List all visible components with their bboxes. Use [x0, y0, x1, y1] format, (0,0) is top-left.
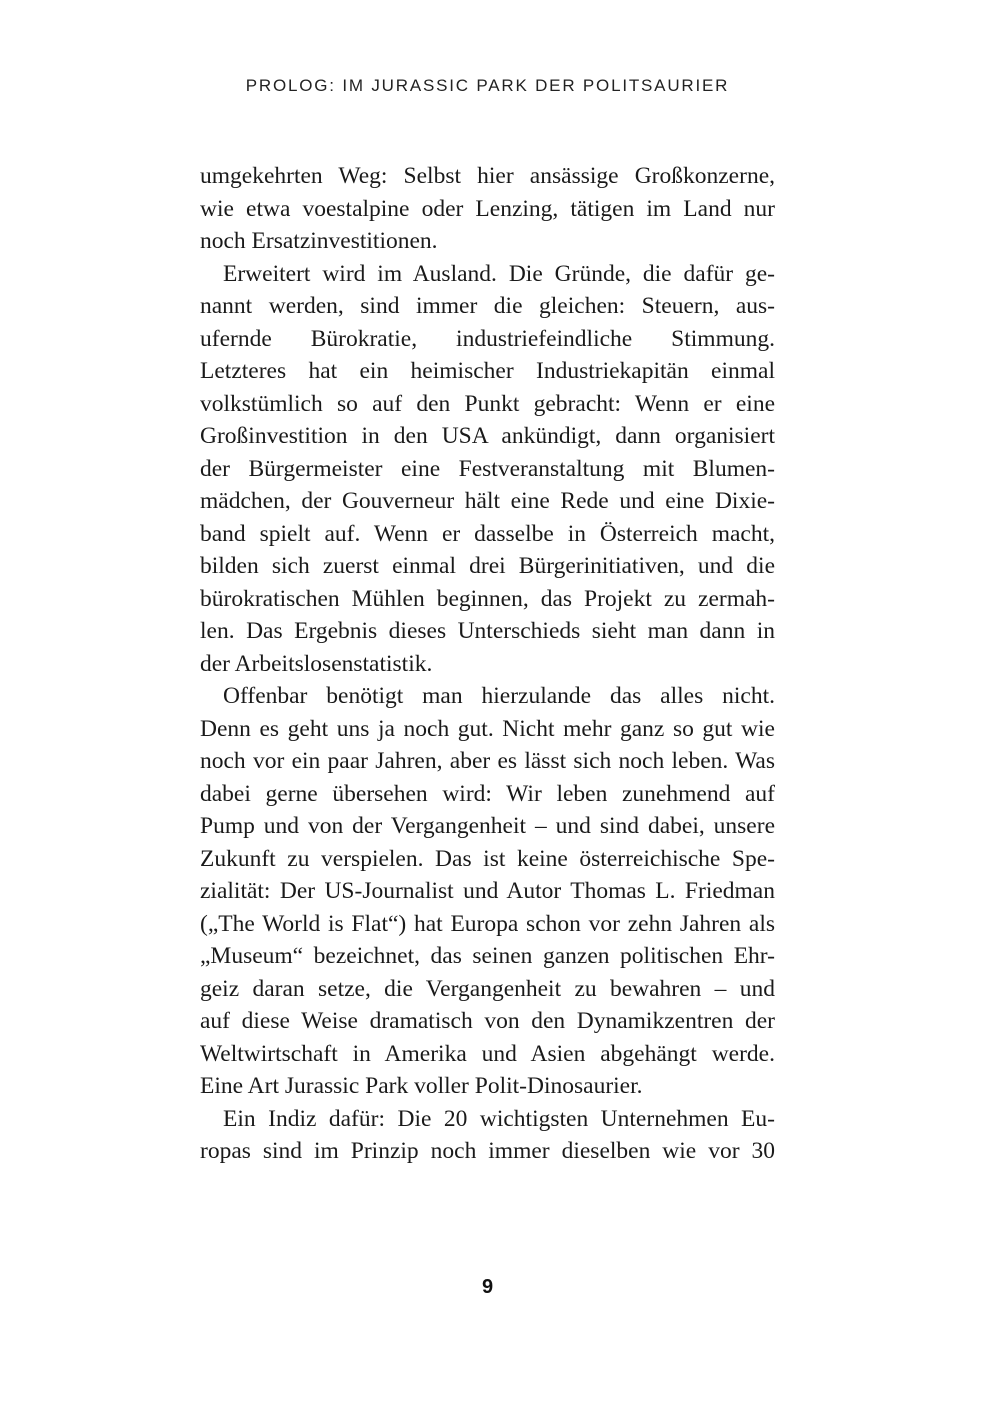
text-line: der Arbeitslosenstatistik. — [200, 650, 433, 677]
text-line: noch Ersatzinvestitionen. — [200, 228, 438, 254]
text-line: auf diese Weise dramatisch von den Dynamikzentren der — [200, 1008, 775, 1034]
text-line: („The World is Flat“) hat Europa schon vor zehn Jahren als — [200, 910, 775, 937]
text-line: Ein Indiz dafür: Die 20 wichtigsten Unternehmen Eu- — [223, 1105, 775, 1132]
text-line: dabei gerne übersehen wird: Wir leben zunehmend auf — [200, 780, 775, 807]
text-line: Offenbar benötigt man hierzulande das alles nicht. — [223, 683, 775, 709]
text-line: Erweitert wird im Ausland. Die Gründe, die dafür ge- — [223, 260, 775, 287]
text-line: len. Das Ergebnis dieses Unterschieds sieht man dann in — [200, 618, 775, 644]
text-line: nannt werden, sind immer die gleichen: Steuern, aus- — [200, 293, 775, 319]
page-number: 9 — [481, 1276, 494, 1298]
text-line: volkstümlich so auf den Punkt gebracht: Wenn er eine — [200, 390, 775, 417]
text-line: umgekehrten Weg: Selbst hier ansässige Großkonzerne, — [200, 163, 775, 189]
text-line: Zukunft zu verspielen. Das ist keine österreichische Spe- — [200, 845, 775, 872]
text-line: noch vor ein paar Jahren, aber es lässt sich noch leben. Was — [200, 748, 775, 774]
text-line: Letzteres hat ein heimischer Industriekapitän einmal — [200, 358, 775, 384]
text-line: Denn es geht uns ja noch gut. Nicht mehr ganz so gut wie — [200, 715, 775, 742]
text-line: ufernde Bürokratie, industriefeindliche Stimmung. — [200, 325, 775, 352]
body-text — [200, 160, 775, 1168]
text-line: der Bürgermeister eine Festveranstaltung mit Blumen- — [200, 455, 775, 482]
text-line: band spielt auf. Wenn er dasselbe in Österreich macht, — [200, 520, 775, 547]
text-line: mädchen, der Gouverneur hält eine Rede und eine Dixie- — [200, 488, 775, 514]
text-line: Pump und von der Vergangenheit – und sind dabei, unsere — [200, 813, 775, 839]
text-line: „Museum“ bezeichnet, das seinen ganzen politischen Ehr- — [200, 943, 775, 969]
text-line: Eine Art Jurassic Park voller Polit-Dinosaurier. — [200, 1073, 643, 1099]
running-head: PROLOG: IM JURASSIC PARK DER POLITSAURIER — [245, 76, 730, 95]
text-line: ropas sind im Prinzip noch immer dieselben wie vor 30 — [200, 1138, 775, 1164]
text-line: bürokratischen Mühlen beginnen, das Projekt zu zermah- — [200, 585, 775, 612]
text-line: wie etwa voestalpine oder Lenzing, tätigen im Land nur — [200, 195, 775, 222]
text-line: Weltwirtschaft in Amerika und Asien abgehängt werde. — [200, 1040, 775, 1067]
text-line: geiz daran setze, die Vergangenheit zu bewahren – und — [200, 975, 775, 1002]
text-line: Großinvestition in den USA ankündigt, dann organisiert — [200, 423, 775, 449]
text-line: bilden sich zuerst einmal drei Bürgerinitiativen, und die — [200, 553, 775, 579]
text-line: zialität: Der US-Journalist und Autor Thomas L. Friedman — [200, 878, 775, 904]
